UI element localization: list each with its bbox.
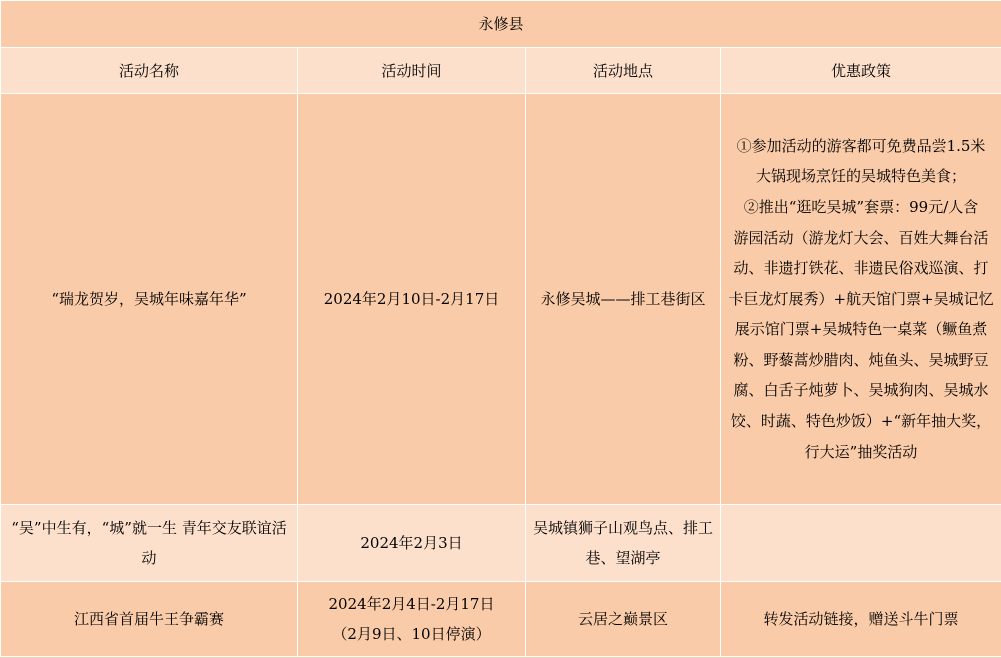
policy-line: 展示馆门票+吴城特色一桌菜（鳜鱼煮 [734,320,988,339]
activity-time-line: 2024年2月10日-2月17日 [323,290,500,308]
policy-line: ②推出“逛吃吴城”套票：99元/人含 [743,197,979,216]
activity-time-line: （2月9日、10日停演） [332,625,491,643]
policy-line: ①参加活动的游客都可免费品尝1.5米 [736,136,986,155]
activity-name-cell: “吴”中生有，“城”就一生 青年交友联谊活动 [1,505,298,582]
header-activity-name: 活动名称 [1,48,298,94]
activity-name-cell: 江西省首届牛王争霸赛 [1,582,298,657]
table-title-row [1,1,1001,48]
policy-line: 游园活动（游龙灯大会、百姓大舞台活 [733,228,989,247]
activity-place-cell: 永修吴城——排工巷街区 [526,94,721,505]
activity-place-cell: 云居之巅景区 [526,582,721,657]
header-discount-policy: 优惠政策 [721,48,1001,94]
activity-place-cell: 吴城镇狮子山观鸟点、排工巷、望湖亭 [526,505,721,582]
table-row [1,94,1001,505]
table-title: 永修县 [1,1,1001,48]
activity-time-line: 2024年2月3日 [360,534,463,552]
policy-cell [721,94,1001,505]
table-header-row [1,48,1001,94]
header-activity-place: 活动地点 [526,48,721,94]
policy-cell [721,505,1001,582]
policy-line: 动、非遗打铁花、非遗民俗戏巡演、打 [733,259,989,278]
policy-line: 行大运”抽奖活动 [804,442,918,461]
activity-time-cell [298,505,526,582]
activity-time-cell [298,582,526,657]
activity-name-cell: “瑞龙贺岁，吴城年味嘉年华” [1,94,298,505]
policy-line: 饺、时蔬、特色炒饭）+“新年抽大奖， [730,412,992,431]
policy-line: 大锅现场烹饪的吴城特色美食； [756,167,967,186]
policy-line: 粉、野藜蒿炒腊肉、炖鱼头、吴城野豆 [733,350,989,369]
activity-time-line: 2024年2月4日-2月17日 [328,595,495,613]
table-row [1,582,1001,657]
table-row [1,505,1001,582]
policy-line: 腐、白舌子炖萝卜、吴城狗肉、吴城水 [733,381,989,400]
policy-cell: 转发活动链接，赠送斗牛门票 [721,582,1001,657]
policy-line: 卡巨龙灯展秀）+航天馆门票+吴城记忆 [728,289,994,308]
activity-time-cell [298,94,526,505]
header-activity-time: 活动时间 [298,48,526,94]
